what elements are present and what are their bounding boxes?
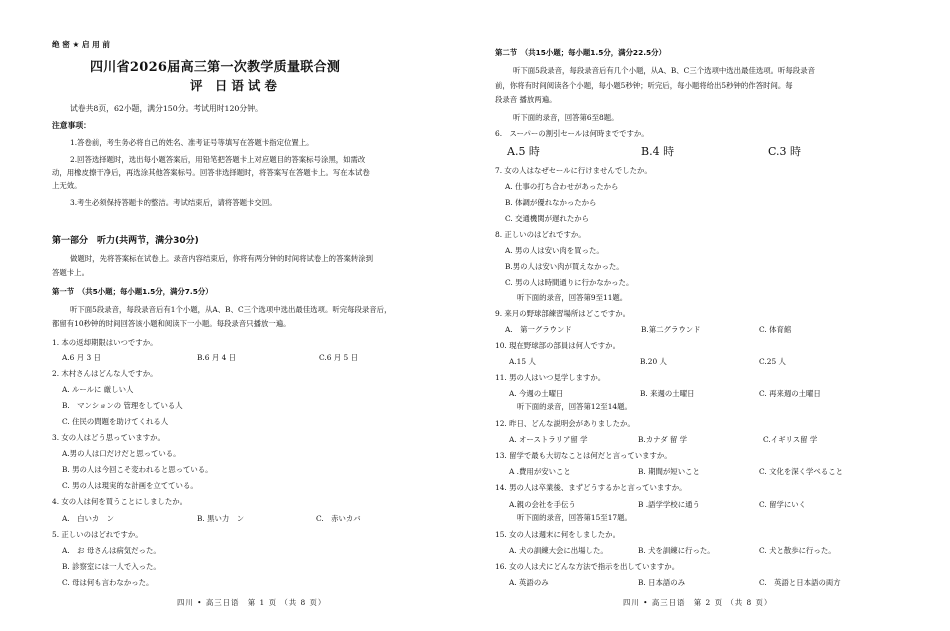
q12-option-c: C.イギリス留 学 bbox=[763, 435, 818, 444]
listen-instruction-1: 听下面的录音，回答第6至8题。 bbox=[513, 113, 619, 122]
page-footer-1: 四川 • 高三日语 第 1 页 （共 8 页） bbox=[177, 598, 327, 607]
exam-info: 试卷共8页，62小题，满分150分。考试用时120分钟。 bbox=[70, 104, 263, 113]
q14-option-b: B .語学学校に通う bbox=[638, 500, 700, 509]
part1-desc-b: 答题卡上。 bbox=[52, 268, 89, 277]
listen-instruction-2: 听下面的录音，回答第9至11题。 bbox=[517, 293, 628, 302]
section2-desc-c: 段录音 播放两遍。 bbox=[495, 95, 557, 104]
q3-option-c: C. 男の人は現実的な計画を立てている。 bbox=[62, 481, 198, 490]
listen-instruction-3: 听下面的录音，回答第12至14题。 bbox=[517, 402, 632, 411]
q7-option-a: A. 仕事の打ち合わせがあったから bbox=[505, 182, 619, 191]
q16-option-b: B. 日本語のみ bbox=[638, 578, 686, 587]
q5-option-b: B. 診察室には一人で入った。 bbox=[62, 562, 161, 571]
question-1: 1. 本の返却期限はいつですか。 bbox=[52, 338, 158, 347]
q3-option-a: A.男の人は口だけだと思っている。 bbox=[62, 449, 181, 458]
q15-option-a: A. 犬の訓練大会に出場した。 bbox=[509, 546, 608, 555]
question-5: 5. 正しいのはどれですか。 bbox=[52, 530, 143, 539]
listen-instruction-4: 听下面的录音，回答第15至17题。 bbox=[517, 513, 632, 522]
question-12: 12. 昨日、どんな説明会がありましたか。 bbox=[495, 419, 635, 428]
section2-heading: 第二节 （共15小题；每小题1.5分，满分22.5分） bbox=[495, 48, 666, 57]
q9-option-b: B.第二グラウンド bbox=[641, 325, 701, 334]
q11-option-c: C. 再来週の土曜日 bbox=[759, 389, 821, 398]
q14-option-c: C. 留学にいく bbox=[759, 500, 807, 509]
q7-option-c: C. 交通機関が遅れたから bbox=[505, 214, 589, 223]
question-15: 15. 女の人は週末に何をしましたか。 bbox=[495, 530, 620, 539]
q14-option-a: A.親の会社を手伝う bbox=[509, 500, 576, 509]
question-4: 4. 女の人は何を買うことにしましたか。 bbox=[52, 497, 188, 506]
q11-option-b: B. 来週の土曜日 bbox=[640, 389, 695, 398]
section1-heading: 第一节 （共5小题；每小题1.5分，满分7.5分） bbox=[52, 287, 213, 296]
notice-2b: 动，用橡皮擦干净后，再选涂其他答案标号。回答非选择题时，将答案写在答题卡上。写在本试卷 bbox=[52, 168, 370, 177]
question-16: 16. 女の人は犬にどんな方法で指示を出していますか。 bbox=[495, 562, 680, 571]
section2-desc-a: 听下面5段录音，每段录音后有几个小题，从A、B、C三个选项中选出最佳选项。听每段录音 bbox=[513, 66, 815, 75]
q10-option-b: B.20 人 bbox=[640, 357, 667, 366]
q15-option-c: C. 犬と散歩に行った。 bbox=[759, 546, 836, 555]
q9-option-c: C. 体育館 bbox=[759, 325, 792, 334]
notice-2a: 2.回答选择题时，选出每小题答案后，用铅笔把答题卡上对应题目的答案标号涂黑，如需改 bbox=[70, 155, 366, 164]
q12-option-a: A. オーストラリア留 学 bbox=[509, 435, 588, 444]
q1-option-a: A.6 月 3 日 bbox=[62, 353, 101, 362]
exam-title: 四川省2026届高三第一次教学质量联合测 bbox=[90, 60, 341, 75]
q16-option-c: C. 英語と日本語の両方 bbox=[759, 578, 841, 587]
q1-option-b: B.6 月 4 日 bbox=[197, 353, 237, 362]
q4-option-c: C. 赤いカバ bbox=[316, 514, 361, 523]
question-2: 2. 木村さんはどんな人ですか。 bbox=[52, 369, 158, 378]
q15-option-b: B. 犬を訓練に行った。 bbox=[638, 546, 715, 555]
question-13: 13. 留学で最も大切なことは何だと言っていますか。 bbox=[495, 451, 672, 460]
part1-heading: 第一部分 听力(共两节，满分30分) bbox=[52, 236, 199, 246]
question-9: 9. 来月の野球部練習場所はどこですか。 bbox=[495, 309, 631, 318]
q13-option-b: B. 期間が短いこと bbox=[638, 467, 700, 476]
q12-option-b: B.カナダ 留 学 bbox=[638, 435, 688, 444]
q8-option-a: A. 男の人は安い肉を買った。 bbox=[505, 246, 604, 255]
secret-label: 绝 密 ★ 启 用 前 bbox=[52, 40, 110, 49]
question-10: 10. 現在野球部の部員は何人ですか。 bbox=[495, 341, 620, 350]
q10-option-c: C.25 人 bbox=[759, 357, 786, 366]
q4-option-b: B. 黒い力 ン bbox=[197, 514, 245, 523]
q8-option-b: B.男の人は安い肉が買えなかった。 bbox=[505, 262, 624, 271]
section1-desc-a: 听下面5段录音，每段录音后有1个小题，从A、B、C三个选项中选出最佳选项。听完每段录音后， bbox=[70, 305, 392, 314]
question-3: 3. 女の人はどう思っていますか。 bbox=[52, 433, 165, 442]
notice-1: 1.答卷前，考生务必将自己的姓名、准考证号等填写在答题卡指定位置上。 bbox=[70, 138, 314, 147]
q13-option-c: C. 文化を深く学べること bbox=[759, 467, 843, 476]
q13-option-a: A .費用が安いこと bbox=[509, 467, 571, 476]
notice-heading: 注意事项： bbox=[52, 121, 91, 130]
q6-option-b: B.4 時 bbox=[641, 145, 675, 158]
q2-option-c: C. 住民の問題を助けてくれる人 bbox=[62, 417, 169, 426]
q5-option-c: C. 母は何も言わなかった。 bbox=[62, 578, 154, 587]
q9-option-a: A. 第一グラウンド bbox=[505, 325, 572, 334]
section1-desc-b: 都留有10秒钟的时间回答该小题和阅读下一小题。每段录音只播放一遍。 bbox=[52, 319, 291, 328]
q6-option-c: C.3 時 bbox=[768, 145, 802, 158]
part1-desc-a: 做题时，先将答案标在试卷上。录音内容结束后，你将有两分钟的时间将试卷上的答案转涂到 bbox=[70, 254, 374, 263]
exam-subtitle: 评 日语试卷 bbox=[190, 78, 281, 93]
section2-desc-b: 前，你将有时间阅读各个小题，每小题5秒钟；听完后，每小题将给出5秒钟的作答时间。每 bbox=[495, 81, 793, 90]
q16-option-a: A. 英語のみ bbox=[509, 578, 549, 587]
question-11: 11. 男の人はいつ見学しますか。 bbox=[495, 373, 606, 382]
question-14: 14. 男の人は卒業後、まずどうするかと言っていますか。 bbox=[495, 483, 687, 492]
q2-option-a: A. ルールに 厳しい人 bbox=[62, 385, 134, 394]
page-footer-2: 四川 • 高三日语 第 2 页 （共 8 页） bbox=[623, 598, 773, 607]
question-8: 8. 正しいのはどれですか。 bbox=[495, 230, 586, 239]
q7-option-b: B. 体調が優れなかったから bbox=[505, 198, 597, 207]
q11-option-a: A. 今週の土曜日 bbox=[509, 389, 564, 398]
q4-option-a: A. 白いカ ン bbox=[62, 514, 115, 523]
q8-option-c: C. 男の人は時間通りに行かなかった。 bbox=[505, 278, 634, 287]
question-6: 6. スーパーの割引セールは何時までですか。 bbox=[495, 129, 649, 138]
q6-option-a: A.5 時 bbox=[507, 145, 540, 158]
q2-option-b: B. マンションの 管理をしている人 bbox=[62, 401, 183, 410]
q3-option-b: B. 男の人は今回こそ変われると思っている。 bbox=[62, 465, 213, 474]
q1-option-c: C.6 月 5 日 bbox=[319, 353, 358, 362]
q10-option-a: A.15 人 bbox=[509, 357, 536, 366]
q5-option-a: A. お 母さんは病気だった。 bbox=[62, 546, 161, 555]
question-7: 7. 女の人はなぜセールに行けませんでしたか。 bbox=[495, 166, 652, 175]
notice-2c: 上无效。 bbox=[52, 181, 82, 190]
notice-3: 3.考生必须保持答题卡的整洁。考试结束后，请将答题卡交回。 bbox=[70, 198, 277, 207]
